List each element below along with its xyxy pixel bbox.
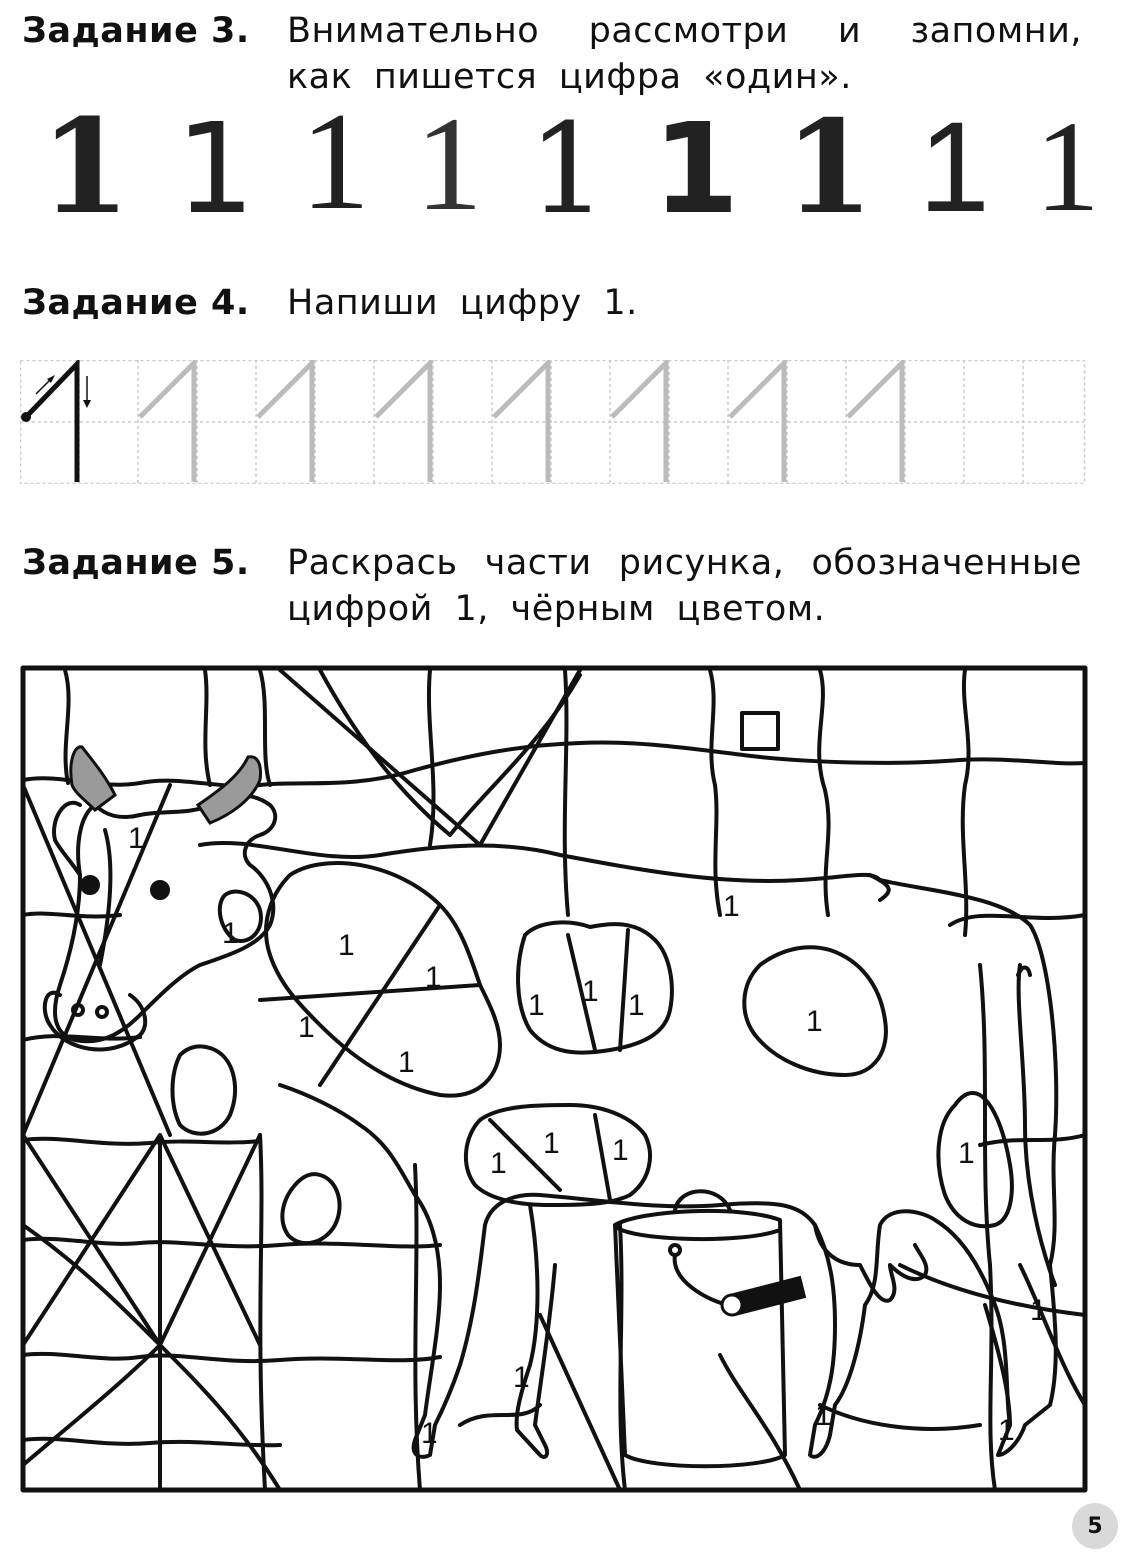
region-number: 1 [958,1137,975,1170]
region-number: 1 [222,917,239,950]
region-number: 1 [338,929,355,962]
digit-sample: 1 [652,97,740,242]
region-number: 1 [298,1011,315,1044]
region-number: 1 [628,989,645,1022]
region-number: 1 [543,1127,560,1160]
region-number: 1 [490,1147,507,1180]
digit-sample: 1 [918,96,990,239]
digit-samples-row [40,84,1100,243]
digit-sample: 1 [784,93,874,243]
region-number: 1 [528,989,545,1022]
digit-sample: 1 [40,90,131,243]
region-number: 1 [582,975,599,1008]
task-3-label: Задание 3. [22,11,250,51]
task-4-text: Напиши цифру 1. [287,283,638,323]
region-number: 1 [1030,1294,1047,1327]
task-3-text: Внимательно рассмотри и запомни, как пишется цифра «один». [287,11,1082,97]
region-number: 1 [723,890,740,923]
coloring-picture[interactable] [20,665,1090,1495]
region-number: 1 [398,1046,415,1079]
page-number: 5 [1072,1503,1118,1549]
region-number: 1 [513,1361,530,1394]
region-number: 1 [806,1005,823,1038]
region-number: 1 [815,1399,832,1432]
sample-digit-stroke [21,364,91,482]
writing-grid[interactable] [20,360,1086,484]
digit-sample: 1 [300,84,371,239]
digit-sample: 1 [175,97,256,242]
horn-left [71,747,115,810]
digit-sample: 1 [415,90,483,239]
region-number: 1 [612,1134,629,1167]
task-5-label: Задание 5. [22,543,250,583]
region-number: 1 [425,961,442,994]
digit-sample: 1 [527,97,608,242]
region-number: 1 [998,1414,1015,1447]
task-4-label: Задание 4. [22,283,250,323]
region-number: 1 [128,822,145,855]
digit-sample: 1 [1034,95,1100,239]
region-number: 1 [421,1417,438,1450]
task-5-text: Раскрась части рисунка, обозначенные цифрой 1, чёрным цветом. [287,543,1082,629]
